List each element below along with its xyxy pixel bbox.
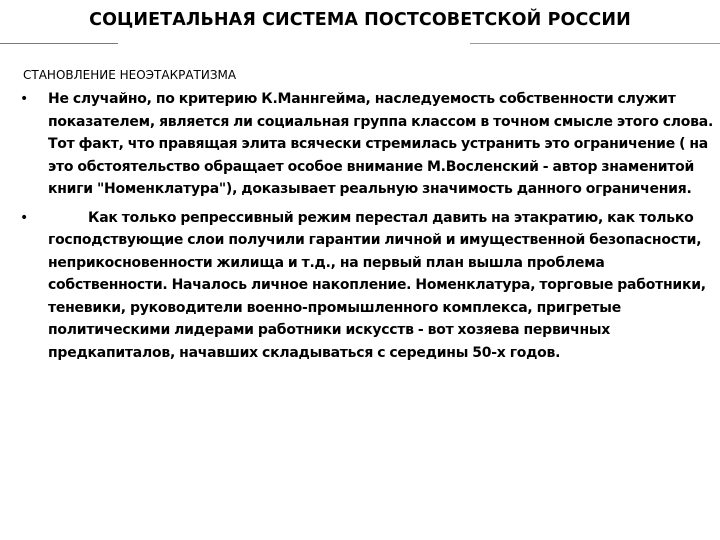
title-underline-right [470,43,720,44]
bullet-text: Не случайно, по критерию К.Маннгейма, наследуемость собственности служит показателем, является ли социальная группа классом в точном смысле этого слова. Тот факт, что правящая элита всячески стремилась устранить это ограничение ( на это обстоятельство обращает особое внимание М.Восленский - автор знаменитой книги "Номенклатура"), доказывает реальную значимость данного ограничения. [48,91,714,197]
bullet-item [18,88,718,201]
bullet-list [18,88,718,370]
title-underline-left [0,43,118,44]
slide-subtitle: СТАНОВЛЕНИЕ НЕОЭТАКРАТИЗМА [23,68,237,82]
bullet-text: Как только репрессивный режим перестал давить на этакратию, как только господствующие слои получили гарантии личной и имущественной безопасности, неприкосновенности жилища и т.д., на первый план вышла проблема собственности. Началось личное накопление. Номенклатура, торговые работники, теневики, руководители военно-промышленного комплекса, пригретые политическими лидерами работники искусств - вот хозяева первичных предкапиталов, начавших складываться с середины 50-х годов. [48,209,706,361]
bullet-item [18,207,718,365]
slide-title: СОЦИЕТАЛЬНАЯ СИСТЕМА ПОСТСОВЕТСКОЙ РОССИИ [89,10,631,30]
bullet-dot-icon: • [20,209,29,226]
bullet-dot-icon: • [20,91,29,107]
